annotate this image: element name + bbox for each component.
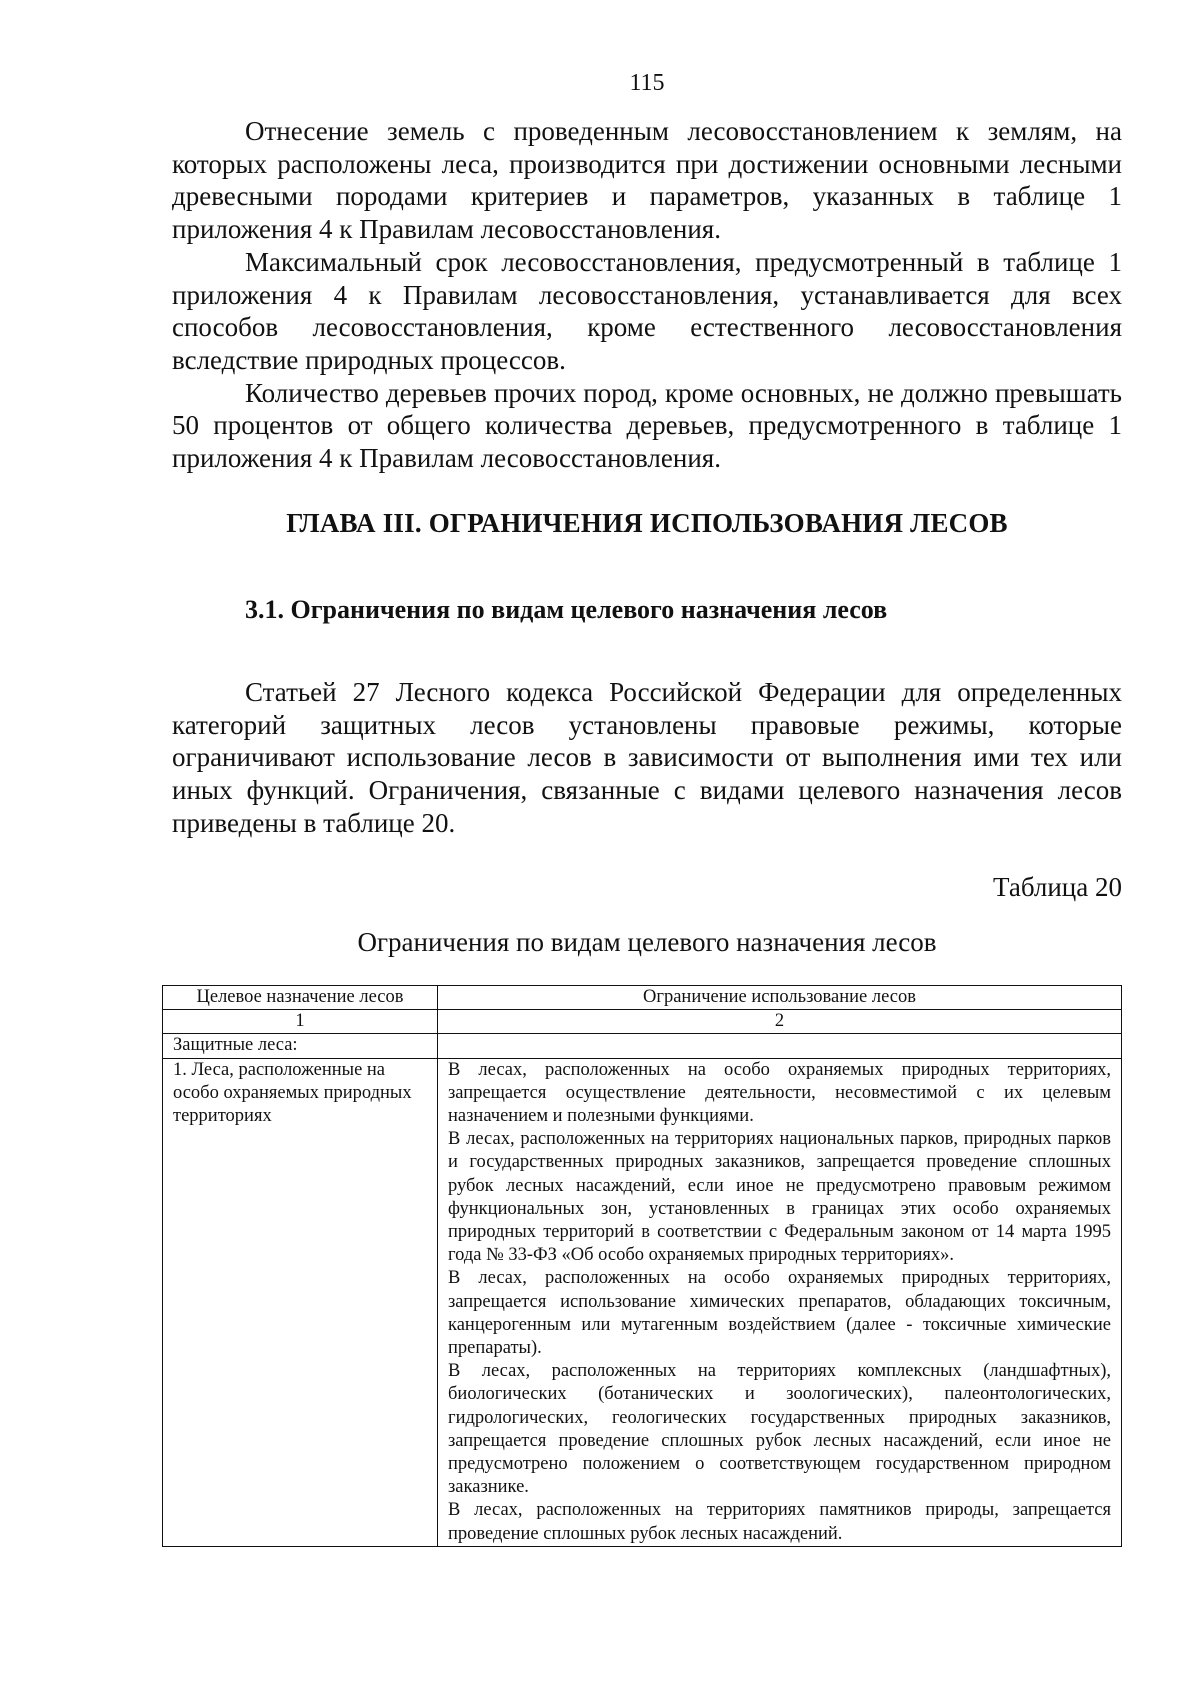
- restriction-paragraph: В лесах, расположенных на территориях памятников природы, запрещается проведение сплошных рубок лесных насаждений.: [448, 1500, 1111, 1544]
- column-number: 1: [163, 1010, 438, 1034]
- column-number-row: [163, 1010, 1122, 1034]
- empty-cell: [438, 1034, 1122, 1058]
- intro-text: [172, 115, 1122, 475]
- intro-paragraph: Максимальный срок лесовосстановления, предусмотренный в таблице 1 приложения 4 к Правилам лесовосстановления, устанавливается для всех способов лесовосстановления, кроме естественного лесовосстановления вследствие природных процессов.: [172, 246, 1122, 375]
- restrictions-table: [162, 985, 1122, 1547]
- restriction-paragraph: В лесах, расположенных на территориях комплексных (ландшафтных), биологических (ботанических и зоологических), палеонтологических, гидрологических, геологических государственных природных заказников, запрещается проведение сплошных рубок лесных насаждений, если иное не предусмотрено положением о соответствующем государственном природном заказнике.: [448, 1361, 1111, 1498]
- purpose-cell: [163, 1058, 438, 1546]
- page-number: 115: [629, 70, 665, 96]
- section-title: 3.1. Ограничения по видам целевого назначения лесов: [245, 595, 888, 624]
- chapter-title: ГЛАВА III. ОГРАНИЧЕНИЯ ИСПОЛЬЗОВАНИЯ ЛЕСОВ: [286, 508, 1008, 538]
- group-row: [163, 1034, 1122, 1058]
- column-number: 2: [438, 1010, 1122, 1034]
- restriction-paragraph: В лесах, расположенных на территориях национальных парков, природных парков и государственных природных заказников, запрещается проведение сплошных рубок лесных насаждений, если иное не предусмотрено правовым режимом функциональных зон, установленных в границах этих особо охраняемых природных территорий в соответствии с Федеральным законом от 14 марта 1995 года № 33-ФЗ «Об особо охраняемых природных территориях».: [448, 1129, 1111, 1266]
- group-label: Защитные леса:: [163, 1034, 438, 1058]
- restriction-paragraph: В лесах, расположенных на особо охраняемых природных территориях, запрещается использование химических препаратов, обладающих токсичным, канцерогенным или мутагенным воздействием (далее - токсичные химические препараты).: [448, 1268, 1111, 1359]
- purpose-text: 1. Леса, расположенные на особо охраняемых природных территориях: [173, 1059, 412, 1127]
- statute-paragraph: Статьей 27 Лесного кодекса Российской Федерации для определенных категорий защитных лесов установлены правовые режимы, которые ограничивают использование лесов в зависимости от выполнения ими тех или иных функций. Ограничения, связанные с видами целевого назначения лесов приведены в таблице 20.: [172, 677, 1122, 838]
- restriction-paragraph: В лесах, расположенных на особо охраняемых природных территориях, запрещается осуществление деятельности, несовместимой с их целевым назначением и полезными функциями.: [448, 1059, 1111, 1127]
- table-header-row: [163, 986, 1122, 1010]
- table-row: [163, 1058, 1122, 1546]
- column-header-restriction: Ограничение использование лесов: [438, 986, 1122, 1010]
- intro-paragraph: Количество деревьев прочих пород, кроме основных, не должно превышать 50 процентов от общего количества деревьев, предусмотренного в таблице 1 приложения 4 к Правилам лесовосстановления.: [172, 377, 1122, 474]
- intro-paragraph: Отнесение земель с проведенным лесовосстановлением к землям, на которых расположены леса, производится при достижении основными лесными древесными породами критериев и параметров, указанных в таблице 1 приложения 4 к Правилам лесовосстановления.: [172, 116, 1122, 245]
- table-label: Таблица 20: [993, 872, 1122, 902]
- table-caption: Ограничения по видам целевого назначения лесов: [357, 927, 937, 957]
- statute-text: [172, 676, 1122, 840]
- column-header-purpose: Целевое назначение лесов: [163, 986, 438, 1010]
- restriction-cell: [438, 1058, 1122, 1546]
